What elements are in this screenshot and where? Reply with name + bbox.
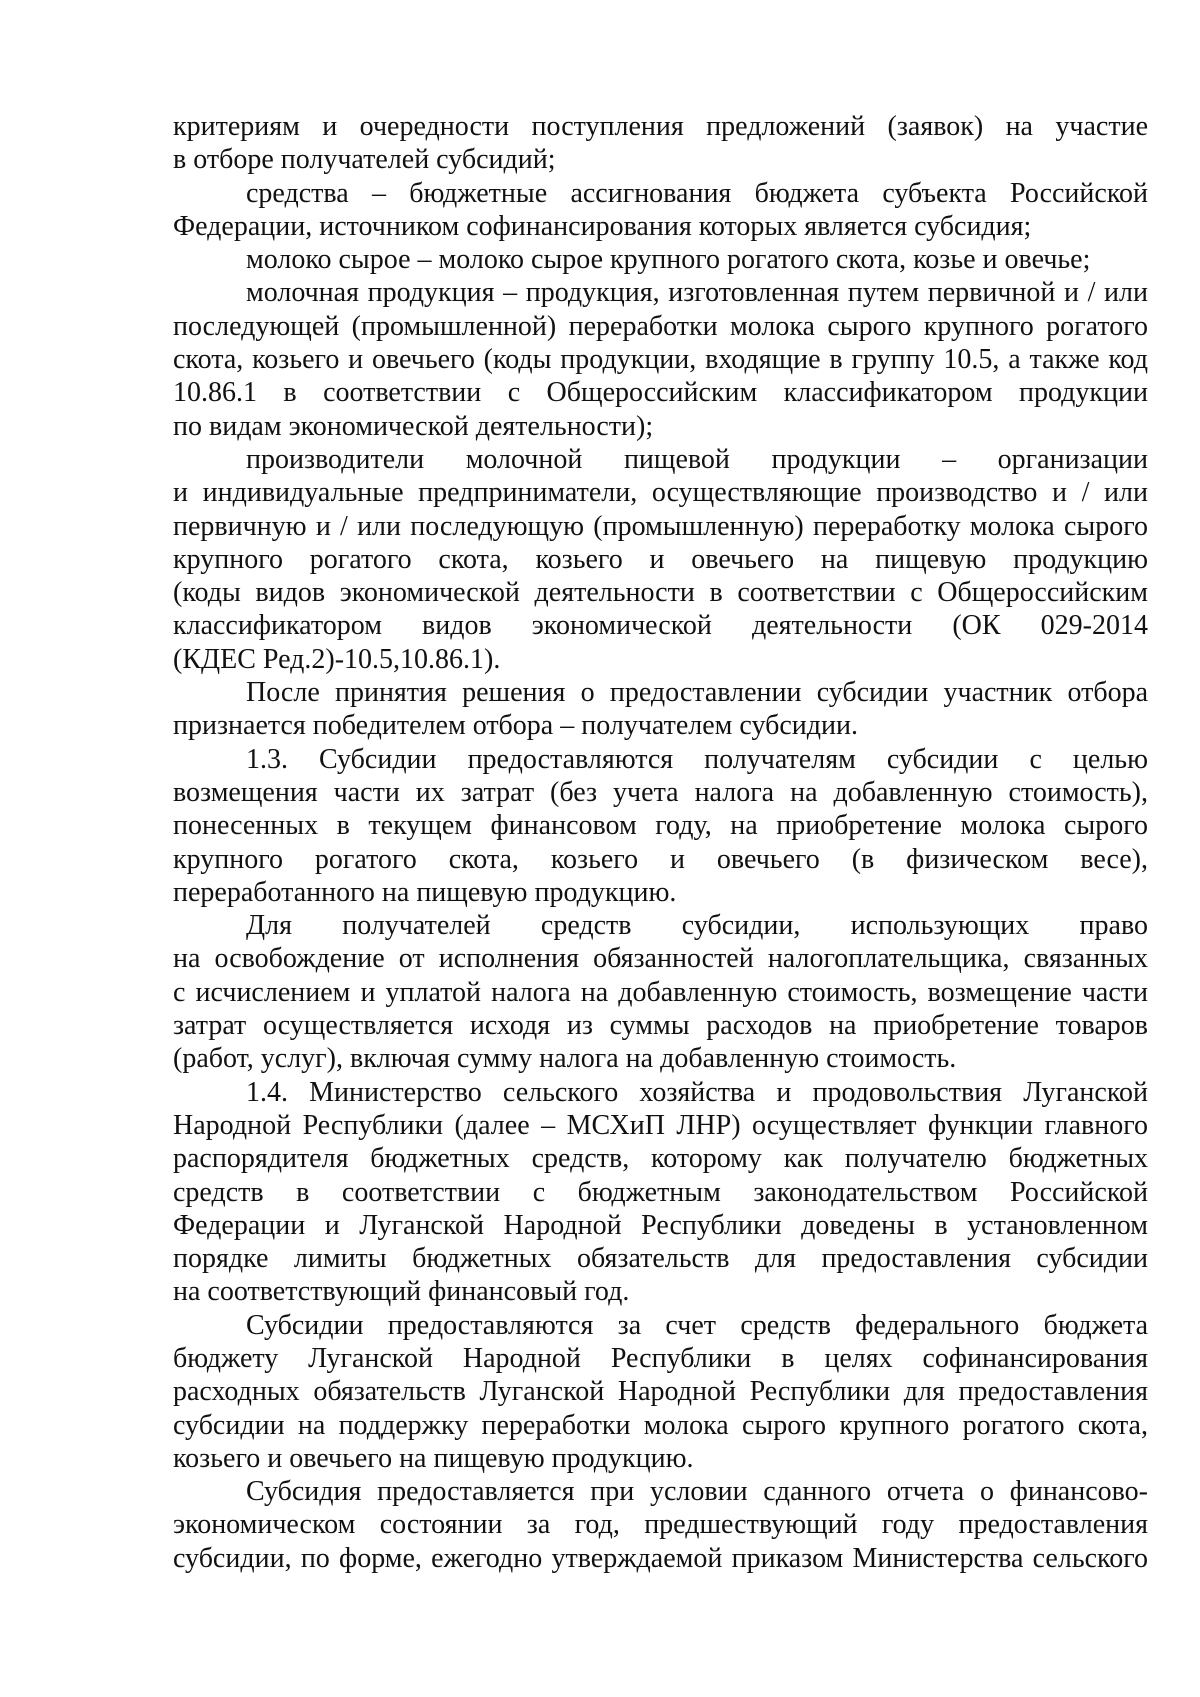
text-line: 10.86.1 в соответствии с Общероссийским классификатором продукции [173,377,1148,409]
text-line: 1.3. Субсидии предоставляются получателям субсидии с целью [246,743,1148,775]
paragraph [173,1309,1148,1475]
text-line: и индивидуальные предприниматели, осуществляющие производство и / или [173,477,1148,509]
text-line: критериям и очередности поступления предложений (заявок) на участие [173,111,1148,142]
text-line: по видам экономической деятельности); [173,410,654,442]
text-line: скота, козьего и овечьего (коды продукции, входящие в группу 10.5, а также код [173,344,1148,376]
text-line: 1.4. Министерство сельского хозяйства и продовольствия Луганской [246,1076,1148,1108]
paragraph [173,243,1148,276]
text-line: возмещения части их затрат (без учета налога на добавленную стоимость), [173,776,1148,808]
text-line: в отборе получателей субсидий; [173,144,556,176]
text-line: затрат осуществляется исходя из суммы расходов на приобретение товаров [173,1010,1148,1042]
text-line: экономическом состоянии за год, предшествующий году предоставления [173,1509,1148,1541]
text-line: Федерации, источником софинансирования которых является субсидия; [173,210,1032,242]
text-line: После принятия решения о предоставлении субсидии участник отбора [246,677,1148,709]
text-line: первичную и / или последующую (промышленную) переработку молока сырого [173,510,1148,542]
paragraph [173,443,1148,676]
text-line: классификатором видов экономической деятельности (ОК 029-2014 [173,610,1148,642]
text-line: Субсидии предоставляются за счет средств федерального бюджета [246,1309,1148,1341]
text-line: понесенных в текущем финансовом году, на приобретение молока сырого [173,810,1148,842]
paragraph [173,276,1148,442]
text-line: производители молочной пищевой продукции – организации [246,443,1148,475]
text-line: средств в соответствии с бюджетным законодательством Российской [173,1176,1148,1208]
paragraph [173,909,1148,1075]
text-line: (коды видов экономической деятельности в соответствии с Общероссийским [173,577,1148,609]
text-line: переработанного на пищевую продукцию. [173,876,677,908]
text-line: крупного рогатого скота, козьего и овечьего на пищевую продукцию [173,543,1148,575]
paragraph [173,676,1148,743]
paragraph [173,110,1148,177]
text-line: на соответствующий финансовый год. [173,1276,630,1308]
text-line: Федерации и Луганской Народной Республики доведены в установленном [173,1209,1148,1241]
text-line: Субсидия предоставляется при условии сданного отчета о финансово- [246,1476,1148,1508]
text-line: бюджету Луганской Народной Республики в целях софинансирования [173,1342,1148,1374]
text-line: средства – бюджетные ассигнования бюджета субъекта Российской [246,177,1148,209]
text-line: на освобождение от исполнения обязанностей налогоплательщика, связанных [173,943,1148,975]
text-line: (работ, услуг), включая сумму налога на добавленную стоимость. [173,1043,957,1075]
paragraph [173,177,1148,244]
paragraph [173,1076,1148,1309]
document-page [173,110,1148,1575]
paragraph [173,743,1148,909]
text-line: последующей (промышленной) переработки молока сырого крупного рогатого [173,310,1148,342]
text-line: субсидии, по форме, ежегодно утверждаемой приказом Министерства сельского [173,1542,1148,1574]
text-line: Народной Республики (далее – МСХиП ЛНР) осуществляет функции главного [173,1109,1148,1141]
text-line: Для получателей средств субсидии, использующих право [246,910,1148,942]
text-line: молоко сырое – молоко сырое крупного рогатого скота, козье и овечье; [246,244,1091,276]
text-line: расходных обязательств Луганской Народной Республики для предоставления [173,1376,1148,1408]
paragraph [173,1475,1148,1575]
text-line: распорядителя бюджетных средств, которому как получателю бюджетных [173,1143,1148,1175]
text-line: с исчислением и уплатой налога на добавленную стоимость, возмещение части [173,976,1148,1008]
text-line: молочная продукция – продукция, изготовленная путем первичной и / или [246,277,1148,309]
text-line: порядке лимиты бюджетных обязательств для предоставления субсидии [173,1243,1148,1275]
text-line: признается победителем отбора – получателем субсидии. [173,710,858,742]
text-line: субсидии на поддержку переработки молока сырого крупного рогатого скота, [173,1409,1148,1441]
text-line: крупного рогатого скота, козьего и овечьего (в физическом весе), [173,843,1148,875]
text-line: козьего и овечьего на пищевую продукцию. [173,1442,694,1474]
text-line: (КДЕС Ред.2)-10.5,10.86.1). [173,643,501,675]
